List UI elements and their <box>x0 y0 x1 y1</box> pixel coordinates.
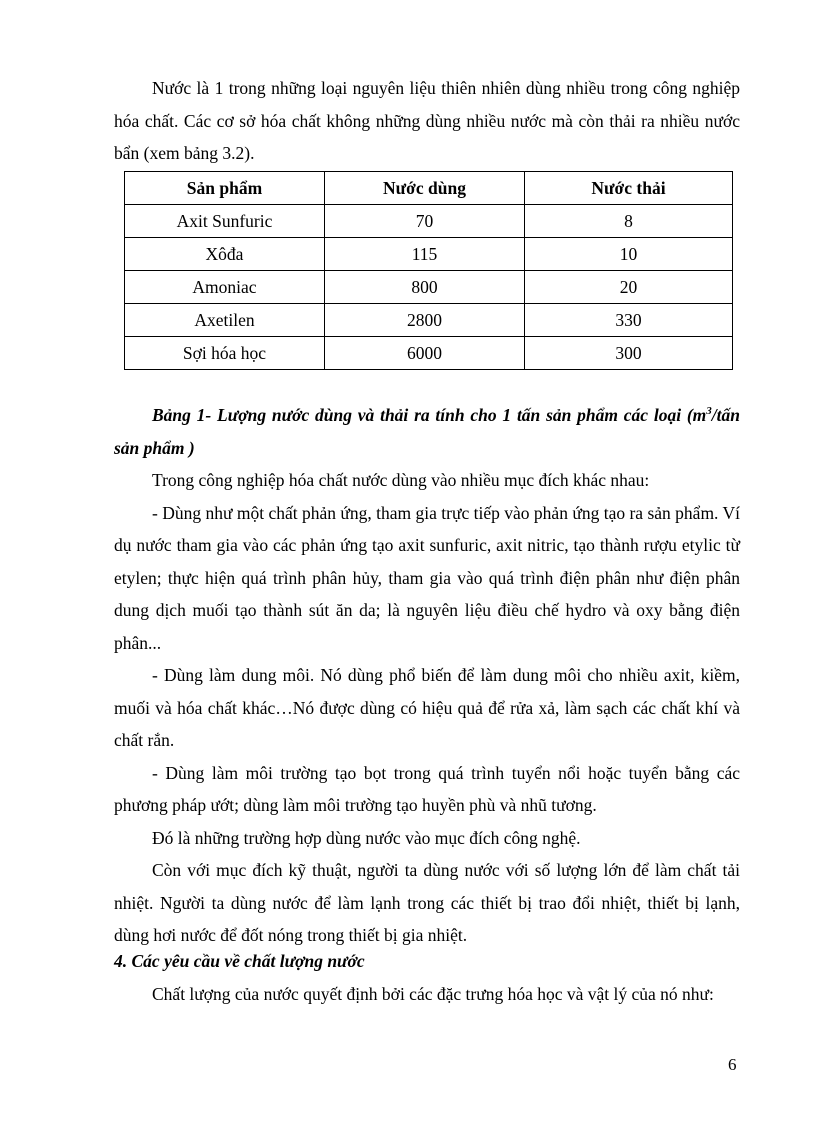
body-paragraph: Đó là những trường hợp dùng nước vào mục đích công nghệ. <box>152 827 581 848</box>
table-row <box>125 205 733 238</box>
cell-product: Axit Sunfuric <box>125 205 325 238</box>
cell-product: Sợi hóa học <box>125 337 325 370</box>
body-paragraph: Trong công nghiệp hóa chất nước dùng vào nhiều mục đích khác nhau: <box>152 470 650 490</box>
header-product: Sản phẩm <box>125 172 325 205</box>
table-header-row <box>125 172 733 205</box>
cell-water-used: 6000 <box>325 337 525 370</box>
body-paragraph: - Dùng làm môi trường tạo bọt trong quá trình tuyển nổi hoặc tuyển bằng các phương pháp ướt; dùng làm môi trường tạo huyền phù và nhũ tương. <box>114 762 740 815</box>
water-usage-table <box>124 171 733 370</box>
body-text <box>114 464 740 952</box>
cell-product: Amoniac <box>125 271 325 304</box>
final-paragraph: Chất lượng của nước quyết định bởi các đặc trưng hóa học và vật lý của nó như: <box>152 984 714 1004</box>
table-row <box>125 271 733 304</box>
caption-tail: /tấn sản phẩm ) <box>114 405 740 458</box>
header-water-used: Nước dùng <box>325 172 525 205</box>
intro-paragraph: Nước là 1 trong những loại nguyên liệu thiên nhiên dùng nhiều trong công nghiệp hóa chất. Các cơ sở hóa chất không những dùng nhiều nước mà còn thải ra nhiều nước bẩn (xem bảng 3.2). <box>114 78 740 163</box>
body-paragraph: - Dùng như một chất phản ứng, tham gia trực tiếp vào phản ứng tạo ra sản phẩm. Ví dụ nước tham gia vào các phản ứng tạo axit sunfuric, axit nitric, tạo thành rượu etylic từ etylen; thực hiện quá trình phân hủy, tham gia vào quá trình điện phân như điện phân dung dịch muối tạo thành sút ăn da; là nguyên liệu điều chế hydro và oxy bằng điện phân... <box>114 502 740 653</box>
cell-wastewater: 330 <box>525 304 733 337</box>
table-row <box>125 238 733 271</box>
body-paragraph: - Dùng làm dung môi. Nó dùng phổ biến để làm dung môi cho nhiều axit, kiềm, muối và hóa chất khác…Nó được dùng có hiệu quả để rửa xả, làm sạch các chất khí và chất rắn. <box>114 665 740 750</box>
cell-wastewater: 8 <box>525 205 733 238</box>
cell-water-used: 70 <box>325 205 525 238</box>
cell-product: Axetilen <box>125 304 325 337</box>
caption-main: Bảng 1- Lượng nước dùng và thải ra tính cho 1 tấn sản phẩm các loại (m <box>152 405 707 425</box>
caption-superscript: 3 <box>706 405 712 418</box>
cell-water-used: 115 <box>325 238 525 271</box>
cell-wastewater: 10 <box>525 238 733 271</box>
page-number: 6 <box>728 1055 737 1074</box>
section-heading: 4. Các yêu cầu về chất lượng nước <box>114 951 365 971</box>
cell-product: Xôđa <box>125 238 325 271</box>
cell-water-used: 2800 <box>325 304 525 337</box>
cell-water-used: 800 <box>325 271 525 304</box>
header-wastewater: Nước thải <box>525 172 733 205</box>
body-paragraph: Còn với mục đích kỹ thuật, người ta dùng nước với số lượng lớn để làm chất tải nhiệt. Người ta dùng nước để làm lạnh trong các thiết bị trao đổi nhiệt, thiết bị lạnh, dùng hơi nước để đốt nóng trong thiết bị gia nhiệt. <box>114 860 740 945</box>
cell-wastewater: 20 <box>525 271 733 304</box>
cell-wastewater: 300 <box>525 337 733 370</box>
table-row <box>125 304 733 337</box>
table-row <box>125 337 733 370</box>
table-caption <box>114 399 740 464</box>
